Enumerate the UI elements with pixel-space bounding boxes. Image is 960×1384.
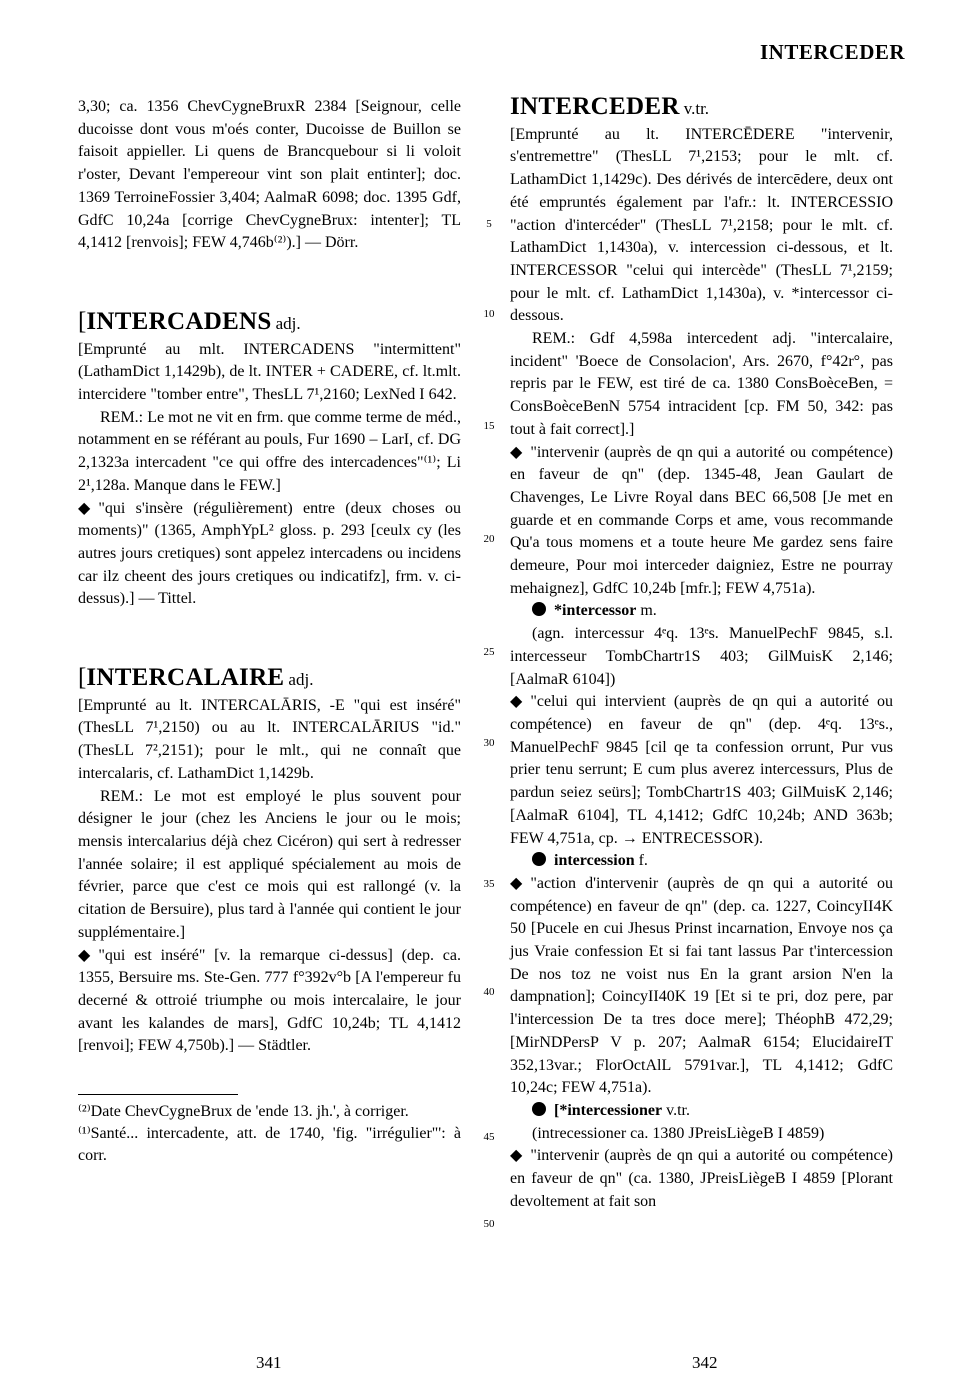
subentry-headword: intercession (554, 852, 635, 870)
etymology-interceder: [Emprunté au lt. INTERCĒDERE "intervenir, s'entremettre" (ThesLL 7¹,2153; pour le mlt. cf. LathamDict 1,1429c). Des dérivés de intercēdere, deux ont été empruntés également par l'afr.: lt. INTERCESSIO "action d'intercéder" (ThesLL 7¹,2158; pour le mlt. cf. LathamDict 1,1430a), v. intercession ci-dessous, et lt. INTERCESSOR "celui qui intercède" (ThesLL 7¹,2159; pour le mlt. cf. LathamDict 1,1430a), v. *intercessor ci-dessous. (510, 125, 893, 325)
forms-intercessioner: (intrecessioner ca. 1380 JPreisLiègeB I 4859) (532, 1124, 825, 1142)
pos-label: adj. (288, 670, 314, 690)
entry-bracket: [ (78, 307, 87, 335)
remark-text: Le mot est employé le plus souvent pour désigner le jour (chez les Anciens le jour ou le mois; mensis intercalarius déjà chez Cicéron) qui sert à redresser l'année solaire; il est appliqué spécialement au mois de février, parce que c'est ce mois qui est rallongé (v. la citation de Bersuire), plus tard à l'année qui contient le jour supplémentaire.] (78, 787, 462, 941)
sense-intercessioner (510, 1145, 893, 1213)
line-number: 35 (483, 878, 495, 890)
sense-intercession (510, 873, 893, 1100)
entry-bracket: [ (78, 664, 87, 692)
diamond-bullet-icon: ◆ (510, 693, 523, 711)
line-number: 50 (483, 1218, 495, 1230)
forms-intercessor: (agn. intercessur 4ᵉq. 13ᵉs. ManuelPechF 9845, s.l. intercesseur TombChartr1S 403; GilMuisK 2,146; [AalmaR 6104]) (510, 625, 893, 688)
filled-circle-bullet-icon (532, 602, 546, 616)
filled-circle-bullet-icon (532, 852, 546, 866)
remark-text: Le mot ne vit en frm. que comme terme de méd., notamment en se référant au pouls, Fur 1690 – LarI, cf. DG 2,1323a intercadent "ce qui offre des intercadences"⁽¹⁾; Li 2¹,128a. Manque dans le FEW.] (78, 408, 461, 494)
subentry-intercessioner (510, 1100, 893, 1123)
sense-text: "action d'intervenir (auprès de qn qui a autorité ou compétence) en faveur de qn" (dep. ca. 1227, CoincyII4K 50 [Pucele en cui Jhesus Prinst incarnation, Envoye nos ça jus Vraie confession Et si fai tant lassus Par t'intercession De nos toz ne voist nus En la grant arsion N'en la dampnation]; CoincyII40K 19 [Et si te pri, doz pere, par l'intercession De ta tres doce mere]; ThéophB 472,29; [MirNDPersP V p. 207; AalmaR 6154; ElucidaireIT 352,13var.; FlorOctAlL 5791var.], TL 4,1412; GdfC 10,24c; FEW 4,751a). (510, 874, 893, 1097)
line-number: 5 (486, 218, 492, 230)
sense-text: "qui est inséré" [v. la remarque ci-dessus] (dep. ca. 1355, Bersuire ms. Ste-Gen. 777 f°392v°b [A l'empereur fu decerné & ottroié triumphe ou mois intercalaire, le jour avant les kalandes de mars], GdfC 10,24b; TL 4,1412 [renvoi]; FEW 4,750b).] — Städtler. (78, 946, 461, 1055)
footnote: ⁽¹⁾Santé... intercadente, att. de 1740, 'fig. "irrégulier"': à corr. (78, 1125, 461, 1165)
filled-circle-bullet-icon (532, 1102, 546, 1116)
pos-label: adj. (275, 313, 301, 333)
sense-text: "intervenir (auprès de qn qui a autorité ou compétence) en faveur de qn" (ca. 1380, JPreisLiègeB I 4859 [Plorant devoltement at fait son (510, 1147, 893, 1210)
line-number: 20 (483, 533, 495, 545)
line-number: 25 (483, 646, 495, 658)
sense-text: "celui qui intervient (auprès de qn qui a autorité ou compétence) en faveur de qn" (dep. 4ᵉq. 13ᵉs., ManuelPechF 9845 [cil qe ta confession orrunt, Pur vus prier tenu serrunt; E cum plus averez intercessurs, Plus de pardun seiez seürs]; TombChartr1S 403; GilMuisK 2,146; [AalmaR 6104], TL 4,1412; GdfC 10,24b; AND 363b; FEW 4,751a, cp. → ENTRECESSOR). (510, 693, 893, 847)
diamond-bullet-icon: ◆ (510, 874, 523, 892)
pos-label: v.tr. (666, 1101, 690, 1119)
footnote: ⁽²⁾Date ChevCygneBrux de 'ende 13. jh.', à corriger. (78, 1103, 409, 1121)
sense-intercadens (78, 498, 461, 612)
diamond-bullet-icon: ◆ (78, 946, 91, 964)
line-number: 40 (483, 986, 495, 998)
entry-head-interceder (510, 93, 893, 122)
headword-intercadens: INTERCADENS (86, 307, 272, 335)
sense-intercalaire (78, 945, 461, 1059)
pos-label: v.tr. (683, 99, 710, 118)
right-column (510, 93, 894, 1213)
line-number: 45 (483, 1131, 495, 1143)
subentry-headword: [*intercessioner (554, 1101, 663, 1119)
sense-interceder (510, 442, 893, 601)
line-number: 10 (483, 308, 495, 320)
remark-label: REM.: (532, 330, 576, 348)
sense-text: "qui s'insère (régulièrement) entre (deux choses ou moments)" (1365, AmphYpL² gloss. p. 293 [ceulx cy (les autres jours cretiques) sont appelez intercadens ou incidens car ilz cheent des jours cretiques ou indicatifz], frm. v. ci-dessus).] — Tittel. (78, 499, 461, 608)
remark-interceder (510, 328, 893, 442)
remark-text: Gdf 4,598a intercedent adj. "intercalaire, incident" 'Boece de Consolacion', Ars. 2670, f°42r°, pas repris par le FEW, est tiré de ca. 1380 ConsBoèceBen, = ConsBoèceBenN 5754 intracident [cp. FM 50, 342: pas tout à fait correct].] (510, 330, 894, 438)
pos-label: f. (638, 852, 648, 870)
continuation-text: 3,30; ca. 1356 ChevCygneBruxR 2384 [Seignour, celle ducoisse dont vous m'oés conter, Ducoisse de Buillon se faisoit appieller. Li quens de Brancquebour si li voloit r'oster, Devant l'empereour vint son plait entinter]; doc. 1369 TerroineFossier 3,404; AalmaR 6098; doc. 1395 Gdf, GdfC 10,24a [corrige ChevCygneBrux: intenter]; TL 4,1412 [renvois]; FEW 4,746b⁽²⁾).] — Dörr. (78, 98, 461, 252)
running-head: INTERCEDER (760, 40, 906, 64)
headword-interceder: INTERCEDER (510, 93, 680, 120)
sense-intercessor (510, 691, 893, 850)
etymology-intercadens: [Emprunté au mlt. INTERCADENS "intermittent" (LathamDict 1,1429b), de lt. INTER + CADERE, cf. lt.mlt. intercidere "tomber entre", ThesLL 7¹,2160; LexNed I 642. (78, 340, 461, 404)
headword-intercalaire: INTERCALAIRE (86, 664, 285, 692)
page-number-left: 341 (256, 1353, 282, 1372)
page-number-right: 342 (692, 1353, 718, 1372)
subentry-headword: *intercessor (554, 602, 637, 620)
left-column (78, 96, 461, 1167)
etymology-intercalaire: [Emprunté au lt. INTERCALĀRIS, -E "qui est inséré" (ThesLL 7¹,2150) ou au lt. INTERCALĀRIUS "id." (ThesLL 7²,2151); pour le mlt., qui ne connaît que intercalaris, cf. LathamDict 1,1429b. (78, 696, 461, 782)
subentry-intercessor (510, 600, 893, 623)
remark-intercalaire (78, 786, 461, 945)
line-number: 30 (483, 737, 495, 749)
line-number: 15 (483, 420, 495, 432)
remark-label: REM.: (100, 787, 144, 805)
footnote-rule (78, 1094, 238, 1095)
subentry-intercession (510, 850, 893, 873)
remark-label: REM.: (100, 408, 144, 426)
diamond-bullet-icon: ◆ (510, 1147, 523, 1165)
remark-intercadens (78, 407, 461, 498)
entry-head-intercadens (78, 307, 461, 337)
entry-head-intercalaire (78, 664, 461, 693)
diamond-bullet-icon: ◆ (510, 443, 523, 461)
diamond-bullet-icon: ◆ (78, 499, 91, 517)
pos-label: m. (640, 602, 657, 620)
sense-text: "intervenir (auprès de qn qui a autorité ou compétence) en faveur de qn" (dep. 1345-48, Jean Gaulart de Chavenges, Le Livre Royal dans BEC 66,508 [Je met en guarde et en commande Corps et ame, vous recommande Qu'a tous momens et a toute heure Me gardez sens faire demeure, Pour moi interceder daigniez, Estre ne pourray mehaignez], GdfC 10,24b [mfr.]; FEW 4,751a). (510, 443, 893, 597)
